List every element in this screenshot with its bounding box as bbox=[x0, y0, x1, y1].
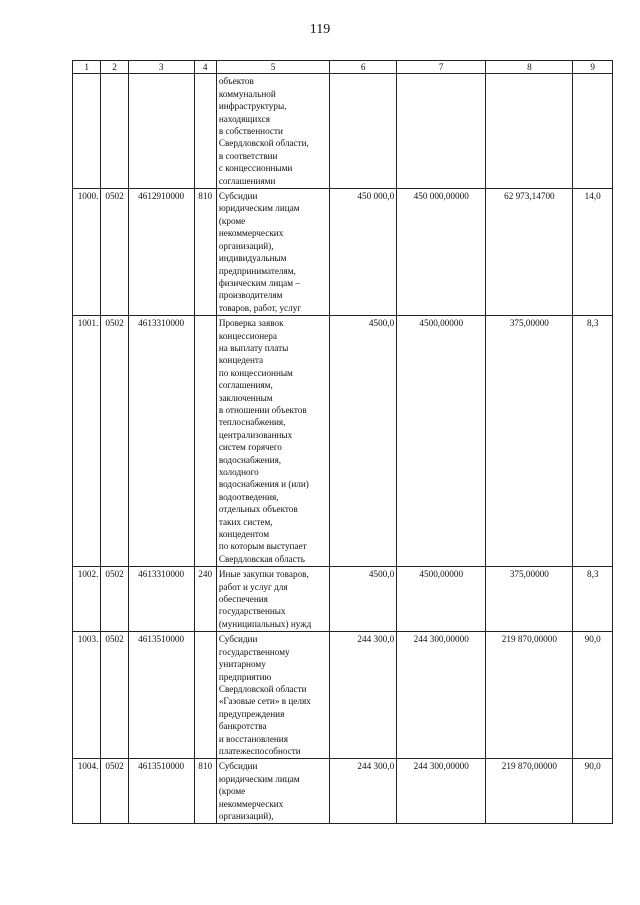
expense-type-code bbox=[194, 632, 216, 759]
section-code: 0502 bbox=[101, 632, 128, 759]
item-description: объектов коммунальной инфраструктуры, находящихся в собственности Свердловской области, в соответствии с концессионными соглашениями bbox=[216, 74, 329, 189]
section-code: 0502 bbox=[101, 759, 128, 824]
table-row bbox=[73, 316, 613, 567]
budget-table bbox=[72, 60, 613, 824]
adjusted-amount bbox=[397, 74, 486, 189]
adjusted-amount: 4500,00000 bbox=[397, 567, 486, 632]
expense-type-code: 810 bbox=[194, 189, 216, 316]
plan-amount: 4500,0 bbox=[330, 316, 397, 567]
item-description: Проверка заявок концессионера на выплату платы концедента по концессионным соглашениям, заключенным в отношении объектов теплоснабжения, централизованных систем горячего водоснабжения, холодного водоснабжения и (или) водоотведения, отдельных объектов таких систем, концедентом по которым выступает Свердловская область bbox=[216, 316, 329, 567]
execution-percent: 8,3 bbox=[573, 316, 613, 567]
item-description: Субсидии юридическим лицам (кроме некоммерческих организаций), bbox=[216, 759, 329, 824]
item-description: Субсидии юридическим лицам (кроме некоммерческих организаций), индивидуальным предпринимателям, физическим лицам – производителям товаров, работ, услуг bbox=[216, 189, 329, 316]
header-cell: 7 bbox=[397, 61, 486, 74]
plan-amount bbox=[330, 74, 397, 189]
row-number: 1000. bbox=[73, 189, 101, 316]
expense-type-code bbox=[194, 74, 216, 189]
table-row bbox=[73, 567, 613, 632]
header-cell: 6 bbox=[330, 61, 397, 74]
table-row bbox=[73, 74, 613, 189]
execution-percent: 90,0 bbox=[573, 632, 613, 759]
adjusted-amount: 244 300,00000 bbox=[397, 632, 486, 759]
expense-type-code: 810 bbox=[194, 759, 216, 824]
executed-amount: 375,00000 bbox=[486, 316, 573, 567]
adjusted-amount: 4500,00000 bbox=[397, 316, 486, 567]
section-code: 0502 bbox=[101, 189, 128, 316]
section-code: 0502 bbox=[101, 316, 128, 567]
header-cell: 3 bbox=[128, 61, 194, 74]
executed-amount: 219 870,00000 bbox=[486, 759, 573, 824]
target-article-code: 4613510000 bbox=[128, 632, 194, 759]
section-code bbox=[101, 74, 128, 189]
execution-percent bbox=[573, 74, 613, 189]
item-description: Иные закупки товаров, работ и услуг для обеспечения государственных (муниципальных) нужд bbox=[216, 567, 329, 632]
plan-amount: 4500,0 bbox=[330, 567, 397, 632]
target-article-code: 4613510000 bbox=[128, 759, 194, 824]
item-description: Субсидии государственному унитарному предприятию Свердловской области «Газовые сети» в целях предупреждения банкротства и восстановления платежеспособности bbox=[216, 632, 329, 759]
plan-amount: 450 000,0 bbox=[330, 189, 397, 316]
plan-amount: 244 300,0 bbox=[330, 759, 397, 824]
row-number: 1001. bbox=[73, 316, 101, 567]
adjusted-amount: 450 000,00000 bbox=[397, 189, 486, 316]
row-number: 1002. bbox=[73, 567, 101, 632]
plan-amount: 244 300,0 bbox=[330, 632, 397, 759]
target-article-code: 4613310000 bbox=[128, 567, 194, 632]
executed-amount: 219 870,00000 bbox=[486, 632, 573, 759]
adjusted-amount: 244 300,00000 bbox=[397, 759, 486, 824]
execution-percent: 14,0 bbox=[573, 189, 613, 316]
target-article-code: 4612910000 bbox=[128, 189, 194, 316]
row-number bbox=[73, 74, 101, 189]
executed-amount bbox=[486, 74, 573, 189]
header-row bbox=[73, 61, 613, 74]
row-number: 1004. bbox=[73, 759, 101, 824]
table-row bbox=[73, 759, 613, 824]
row-number: 1003. bbox=[73, 632, 101, 759]
table-row bbox=[73, 632, 613, 759]
target-article-code bbox=[128, 74, 194, 189]
expense-type-code: 240 bbox=[194, 567, 216, 632]
execution-percent: 8,3 bbox=[573, 567, 613, 632]
header-cell: 2 bbox=[101, 61, 128, 74]
header-cell: 5 bbox=[216, 61, 329, 74]
executed-amount: 375,00000 bbox=[486, 567, 573, 632]
header-cell: 8 bbox=[486, 61, 573, 74]
executed-amount: 62 973,14700 bbox=[486, 189, 573, 316]
section-code: 0502 bbox=[101, 567, 128, 632]
target-article-code: 4613310000 bbox=[128, 316, 194, 567]
expense-type-code bbox=[194, 316, 216, 567]
execution-percent: 90,0 bbox=[573, 759, 613, 824]
table-row bbox=[73, 189, 613, 316]
header-cell: 4 bbox=[194, 61, 216, 74]
header-cell: 1 bbox=[73, 61, 101, 74]
header-cell: 9 bbox=[573, 61, 613, 74]
page-number: 119 bbox=[309, 22, 331, 37]
